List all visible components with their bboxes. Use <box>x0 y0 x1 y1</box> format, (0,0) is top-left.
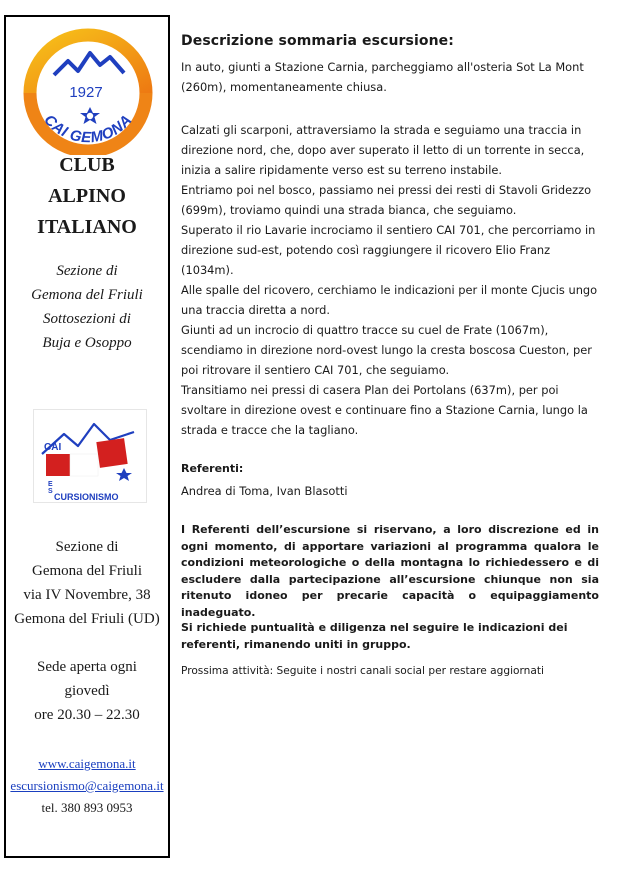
cai-gemona-logo <box>20 23 156 155</box>
description-paragraph: Superato il rio Lavarie incrociamo il sentiero CAI 701, che percorriamo in direzione sud-est, potendo così raggiungere il ricovero Elio Franz (1034m). <box>181 223 596 277</box>
cai-star-icon <box>80 107 100 124</box>
section-line-1: Sezione di <box>56 263 118 279</box>
address-line-3: via IV Novembre, 38 <box>23 587 151 603</box>
logo-text: CAI GEMONA <box>40 111 136 147</box>
contacts <box>6 753 168 819</box>
hours-line-2: giovedì <box>64 683 110 699</box>
esc-logo-e: E <box>48 481 53 488</box>
hours-line-3: ore 20.30 – 22.30 <box>34 707 140 723</box>
page-title: Descrizione sommaria escursione: <box>181 33 454 49</box>
org-name-line-3: ITALIANO <box>37 216 137 238</box>
description-paragraph: Giunti ad un incrocio di quattro tracce su cuel de Frate (1067m), scendiamo in direzione nord-ovest lungo la cresta boscosa Cueston, per poi ritrovare il sentiero CAI 701, che seguiamo. <box>181 323 592 377</box>
description-paragraph: Transitiamo nei pressi di casera Plan dei Portolans (637m), per poi svoltare in direzione ovest e continuare fino a Stazione Carnia, lungo la strada e tracce che la tagliano. <box>181 383 588 437</box>
referents-names: Andrea di Toma, Ivan Blasotti <box>181 484 348 498</box>
hours-line-1: Sede aperta ogni <box>37 659 137 675</box>
esc-logo-cai: CAI <box>44 442 62 453</box>
section-line-4: Buja e Osoppo <box>42 335 132 351</box>
address-line-4: Gemona del Friuli (UD) <box>14 611 160 627</box>
esc-logo-s: S <box>48 488 53 495</box>
email-link[interactable]: escursionismo@caigemona.it <box>10 778 164 793</box>
sidebar <box>4 15 170 858</box>
next-activity: Prossima attività: Seguite i nostri canali social per restare aggiornati <box>181 665 544 677</box>
esc-logo-word: CURSIONISMO <box>54 492 119 502</box>
logo-year: 1927 <box>69 84 103 101</box>
section-line-3: Sottosezioni di <box>43 311 131 327</box>
address-line-2: Gemona del Friuli <box>32 563 142 579</box>
description-paragraph: Alle spalle del ricovero, cerchiamo le indicazioni per il monte Cjucis ungo una traccia diretta a nord. <box>181 283 598 317</box>
referents-label: Referenti: <box>181 462 244 475</box>
org-name-line-1: CLUB <box>59 154 115 176</box>
description-paragraph: Calzati gli scarponi, attraversiamo la strada e seguiamo una traccia in direzione nord, che, dopo aver superato il letto di un torrente in secca, inizia a salire ripidamente verso est su terreno instabile. <box>181 123 585 177</box>
disclaimer-text: I Referenti dell’escursione si riservano, a loro discrezione ed in ogni momento, di apportare variazioni al programma qualora le condizioni meteorologiche o della montagna lo richiedessero e di escludere dalla partecipazione all’escursione chiunque non sia ritenuto idoneo per precarie capacità o equipaggiamento inadeguato. <box>181 523 599 619</box>
website-link[interactable]: www.caigemona.it <box>38 756 136 771</box>
punctuality-note: Si richiede puntualità e diligenza nel seguire le indicazioni dei referenti, rimanendo uniti in gruppo. <box>181 621 568 651</box>
escursionismo-logo <box>33 409 147 503</box>
address-line-1: Sezione di <box>55 539 119 555</box>
phone-number: tel. 380 893 0953 <box>41 800 133 815</box>
intro-paragraph: In auto, giunti a Stazione Carnia, parcheggiamo all'osteria Sot La Mont (260m), momentaneamente chiusa. <box>181 60 584 94</box>
org-name-line-2: ALPINO <box>48 185 126 207</box>
main-content <box>181 32 599 677</box>
description-body <box>181 120 599 440</box>
description-paragraph: Entriamo poi nel bosco, passiamo nei pressi dei resti di Stavoli Gridezzo (699m), troviamo quindi una strada bianca, che seguiamo. <box>181 183 592 217</box>
section-line-2: Gemona del Friuli <box>31 287 143 303</box>
